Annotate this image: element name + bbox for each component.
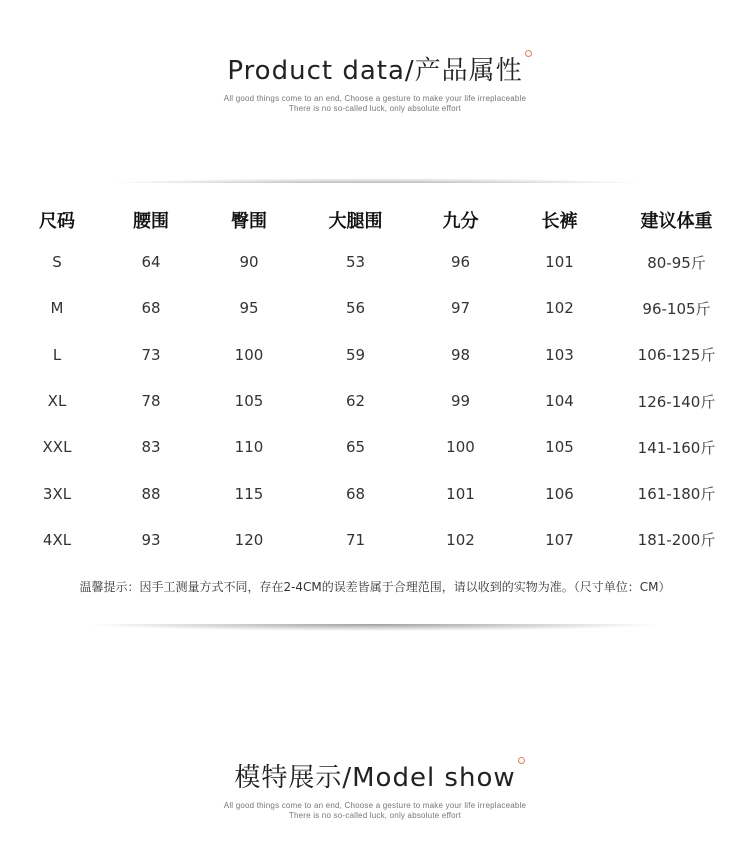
table-cell: 96 <box>450 253 471 272</box>
table-cell: 90 <box>239 253 259 272</box>
column-header: 大腿围 <box>328 211 383 232</box>
column-header: 长裤 <box>541 211 578 232</box>
size-table-header-row <box>12 201 742 239</box>
table-cell: 97 <box>450 299 471 318</box>
table-row <box>12 332 742 378</box>
table-row <box>12 378 742 424</box>
product-data-title-wrap <box>227 50 522 87</box>
table-cell: XXL <box>42 438 72 457</box>
table-cell: 104 <box>545 392 574 411</box>
column-header: 九分 <box>442 211 479 232</box>
table-cell: 78 <box>141 392 161 411</box>
table-cell: 59 <box>345 345 366 364</box>
panel-bottom-shadow <box>0 624 750 634</box>
product-data-header <box>0 50 750 114</box>
table-cell: 96-105斤 <box>642 299 711 318</box>
table-cell: M <box>50 299 64 318</box>
table-cell: 141-160斤 <box>637 438 716 457</box>
model-show-subtitle <box>0 801 750 821</box>
table-cell: 105 <box>234 392 264 411</box>
table-cell: 71 <box>345 530 366 549</box>
table-cell: 106-125斤 <box>637 346 716 365</box>
column-header: 建议体重 <box>640 211 713 232</box>
table-cell: 73 <box>141 345 161 364</box>
table-cell: 68 <box>345 484 366 503</box>
accent-circle-icon <box>518 757 525 764</box>
table-cell: 95 <box>239 299 259 318</box>
table-row <box>12 239 742 285</box>
product-data-subtitle <box>0 94 750 114</box>
table-cell: 65 <box>345 438 366 457</box>
table-cell: 181-200斤 <box>637 531 716 550</box>
table-cell: 100 <box>234 345 264 364</box>
table-cell: 107 <box>545 530 574 549</box>
table-cell: 80-95斤 <box>647 253 706 272</box>
table-cell: 101 <box>545 253 574 272</box>
table-cell: 3XL <box>42 484 72 503</box>
table-cell: 101 <box>446 484 475 503</box>
column-header: 尺码 <box>39 211 75 232</box>
model-show-title-wrap <box>234 757 515 794</box>
table-cell: L <box>52 345 62 364</box>
table-cell: XL <box>47 392 67 411</box>
table-cell: 110 <box>234 438 264 457</box>
table-cell: 161-180斤 <box>637 485 716 504</box>
table-cell: 105 <box>545 438 574 457</box>
table-cell: S <box>52 253 62 272</box>
column-header: 腰围 <box>133 211 169 232</box>
table-cell: 62 <box>345 392 366 411</box>
subtitle-line-1: All good things come to an end, Choose a gesture to make your life irreplaceable <box>223 94 527 103</box>
measurement-note: 温馨提示：因手工测量方式不同，存在2-4CM的误差皆属于合理范围，请以收到的实物为准。（尺寸单位：CM） <box>79 580 671 594</box>
table-row <box>12 285 742 331</box>
table-cell: 68 <box>141 299 161 318</box>
table-cell: 56 <box>345 299 366 318</box>
table-cell: 115 <box>234 484 264 503</box>
subtitle-line-2: There is no so-called luck, only absolute effort <box>288 811 462 820</box>
table-cell: 98 <box>450 345 471 364</box>
table-cell: 100 <box>446 438 475 457</box>
size-table <box>12 201 742 563</box>
table-cell: 99 <box>450 392 471 411</box>
table-cell: 93 <box>141 530 161 549</box>
model-show-title: 模特展示/Model show <box>234 763 516 793</box>
table-cell: 106 <box>545 484 574 503</box>
table-row <box>12 424 742 470</box>
table-row <box>12 517 742 563</box>
model-show-header <box>0 757 750 821</box>
table-cell: 102 <box>446 530 475 549</box>
table-cell: 83 <box>141 438 161 457</box>
table-cell: 88 <box>141 484 161 503</box>
table-cell: 126-140斤 <box>637 392 716 411</box>
table-cell: 103 <box>545 345 574 364</box>
table-cell: 4XL <box>42 530 72 549</box>
accent-circle-icon <box>525 50 532 57</box>
column-header: 臀围 <box>231 211 267 232</box>
table-cell: 120 <box>234 530 264 549</box>
subtitle-line-1: All good things come to an end, Choose a gesture to make your life irreplaceable <box>223 801 527 810</box>
table-cell: 64 <box>141 253 161 272</box>
table-cell: 53 <box>345 253 366 272</box>
product-data-title: Product data/产品属性 <box>227 56 523 86</box>
table-cell: 102 <box>545 299 574 318</box>
subtitle-line-2: There is no so-called luck, only absolute effort <box>288 104 462 113</box>
table-row <box>12 470 742 516</box>
